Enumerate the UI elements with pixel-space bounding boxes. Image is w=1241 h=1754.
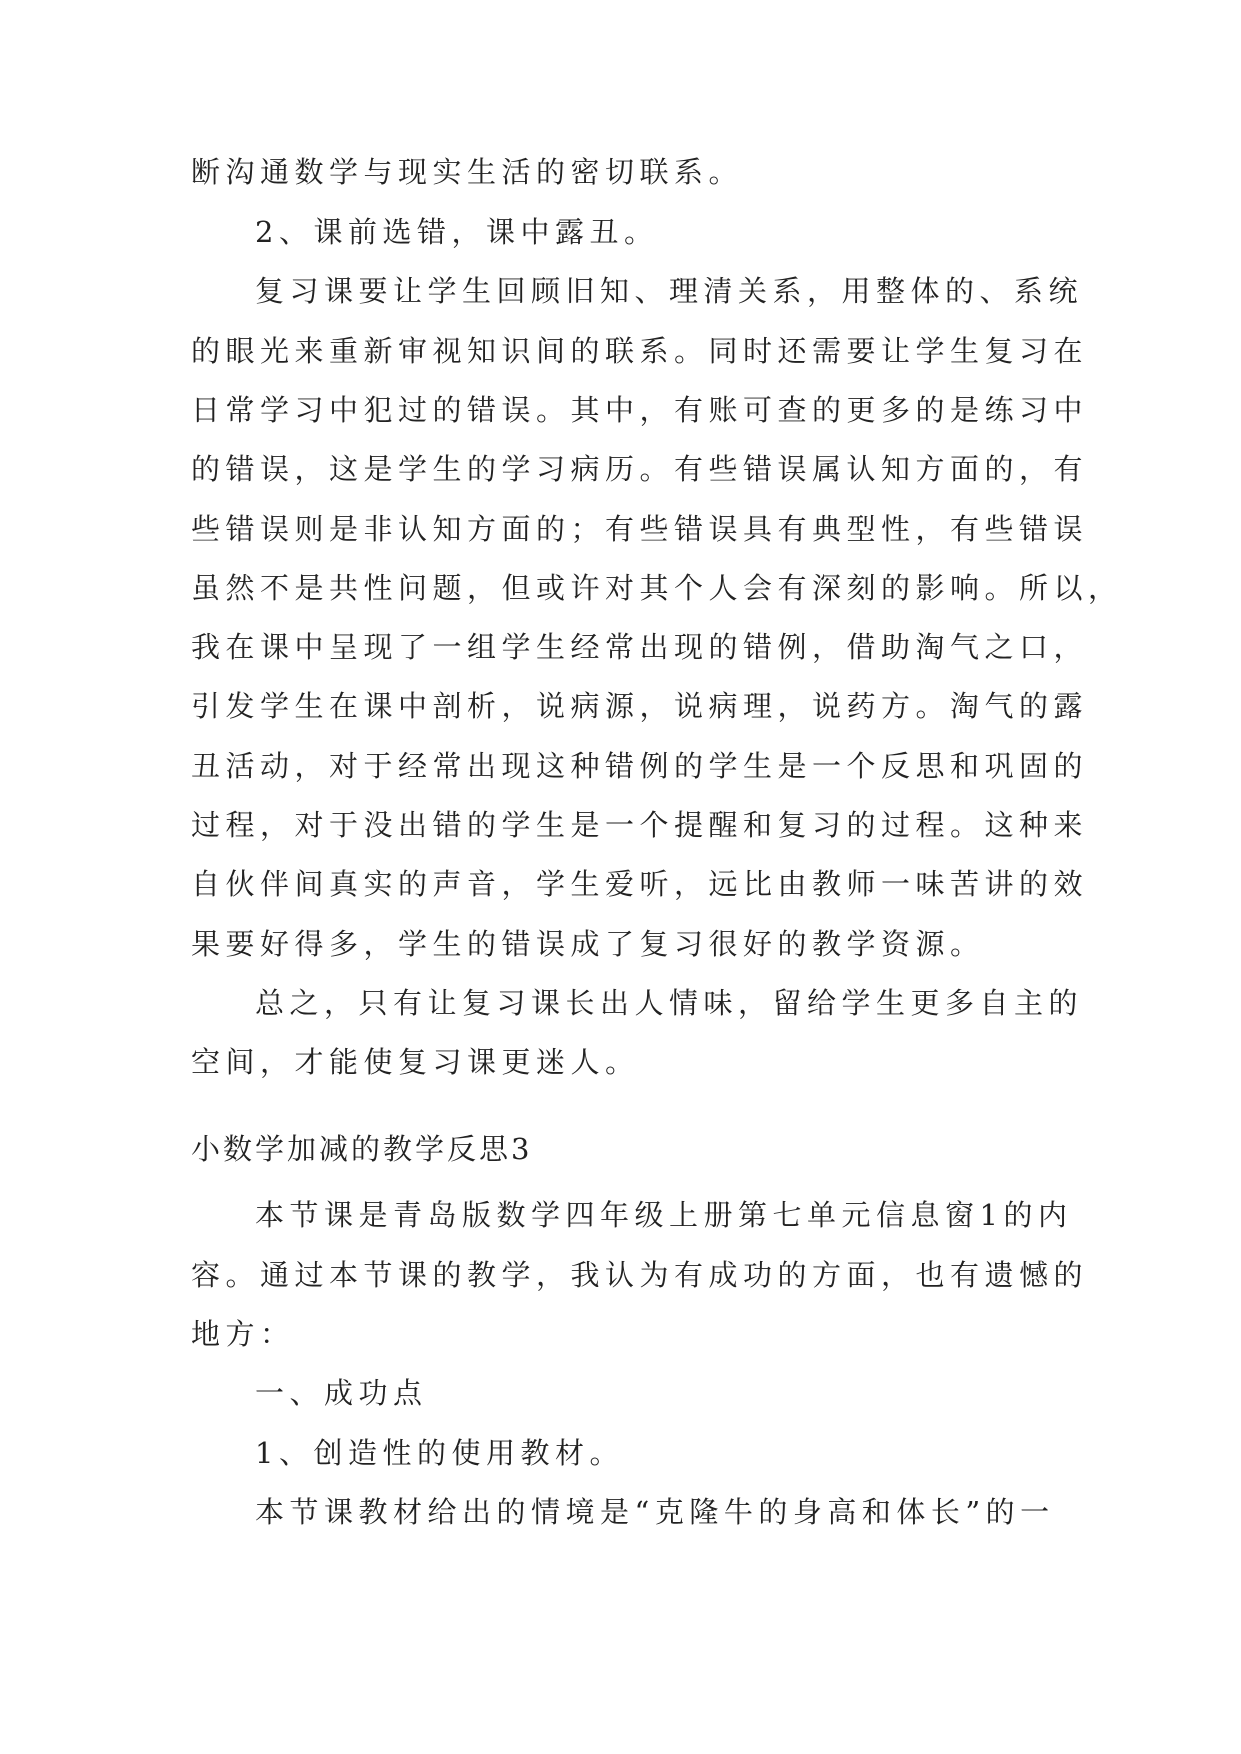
paragraph-line: 日常学习中犯过的错误。其中，有账可查的更多的是练习中 (191, 393, 1089, 427)
paragraph-line: 丑活动，对于经常出现这种错例的学生是一个反思和巩固的 (191, 749, 1089, 783)
paragraph-line: 虽然不是共性问题，但或许对其个人会有深刻的影响。所以， (191, 571, 1123, 605)
paragraph-line: 过程，对于没出错的学生是一个提醒和复习的过程。这种来 (191, 808, 1089, 842)
paragraph-line: 我在课中呈现了一组学生经常出现的错例，借助淘气之口， (191, 630, 1089, 664)
paragraph-line: 的错误，这是学生的学习病历。有些错误属认知方面的，有 (191, 452, 1089, 486)
list-item-heading: 2、课前选错，课中露丑。 (255, 215, 659, 249)
paragraph-line: 的眼光来重新审视知识间的联系。同时还需要让学生复习在 (191, 334, 1089, 368)
paragraph-line: 地方： (191, 1317, 295, 1351)
subheading: 一、成功点 (255, 1376, 428, 1410)
paragraph-line: 空间，才能使复习课更迷人。 (191, 1045, 640, 1079)
list-item-heading: 1、创造性的使用教材。 (255, 1436, 624, 1470)
paragraph-line: 果要好得多，学生的错误成了复习很好的教学资源。 (191, 927, 985, 961)
paragraph-line: 自伙伴间真实的声音，学生爱听，远比由教师一味苦讲的效 (191, 867, 1089, 901)
paragraph-line: 复习课要让学生回顾旧知、理清关系，用整体的、系统 (255, 274, 1084, 308)
paragraph-line: 容。通过本节课的教学，我认为有成功的方面，也有遗憾的 (191, 1258, 1089, 1292)
section-title: 小数学加减的教学反思3 (191, 1132, 533, 1166)
paragraph-line: 本节课教材给出的情境是“克隆牛的身高和体长”的一 (255, 1495, 1055, 1529)
paragraph-line: 些错误则是非认知方面的；有些错误具有典型性，有些错误 (191, 512, 1089, 546)
paragraph-line: 总之，只有让复习课长出人情味，留给学生更多自主的 (255, 986, 1084, 1020)
paragraph-line: 断沟通数学与现实生活的密切联系。 (191, 155, 744, 189)
paragraph-line: 本节课是青岛版数学四年级上册第七单元信息窗1的内 (255, 1198, 1073, 1232)
paragraph-line: 引发学生在课中剖析，说病源，说病理，说药方。淘气的露 (191, 689, 1089, 723)
